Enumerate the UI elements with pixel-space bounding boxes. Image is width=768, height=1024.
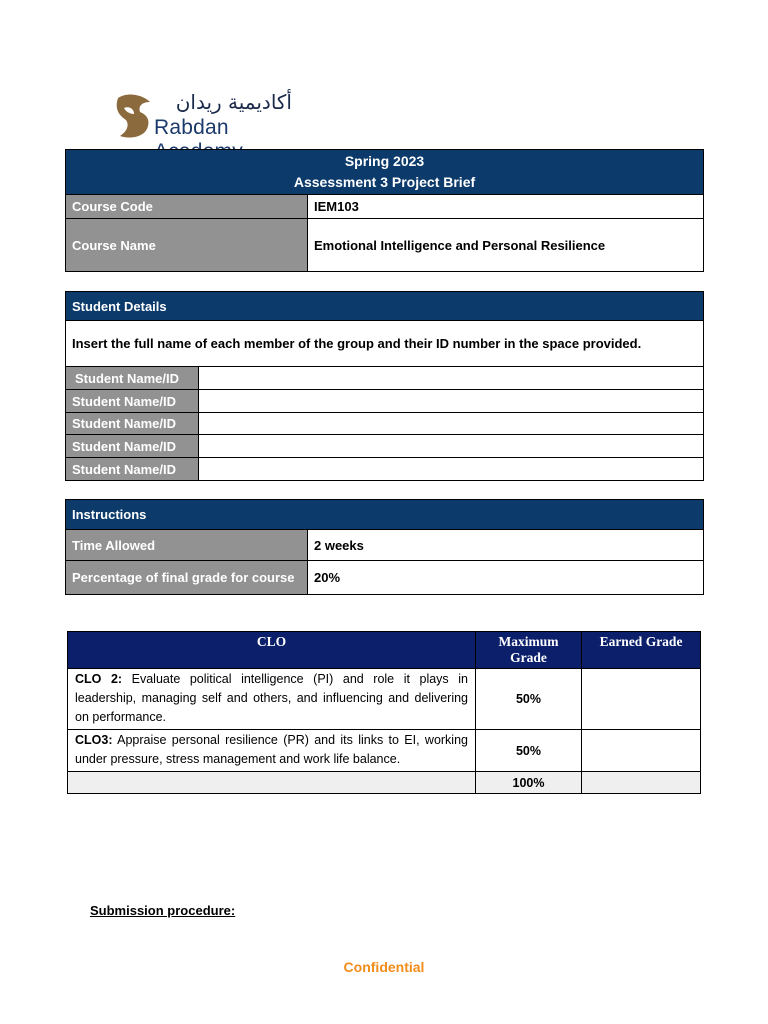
course-code-value: IEM103: [308, 195, 704, 219]
clo-description: [68, 730, 476, 772]
clo-text: Appraise personal resilience (PR) and its links to EI, working under pressure, stress management and work life balance.: [75, 733, 468, 766]
submission-procedure-heading: Submission procedure:: [90, 903, 236, 918]
student-details-title: Student Details: [66, 292, 704, 321]
student-row-input[interactable]: [199, 435, 704, 458]
course-name-label: Course Name: [66, 219, 308, 272]
student-details-instruction: Insert the full name of each member of the group and their ID number in the space provided.: [66, 321, 704, 367]
total-max-grade: 100%: [476, 772, 582, 794]
clo-code: CLO3:: [75, 733, 113, 747]
instructions-title: Instructions: [66, 500, 704, 530]
total-row-empty: [68, 772, 476, 794]
student-row-input[interactable]: [199, 390, 704, 413]
earned-grade-header: Earned Grade: [582, 632, 701, 669]
logo-arabic-text: أكاديمية ريدان: [175, 90, 292, 114]
student-row-label: Student Name/ID: [66, 435, 199, 458]
rabdan-academy-logo: [112, 90, 312, 146]
student-row-label: Student Name/ID: [66, 390, 199, 413]
student-details-table: [65, 291, 704, 481]
instructions-table: [65, 499, 704, 595]
max-grade-value: 50%: [476, 730, 582, 772]
max-grade-header: Maximum Grade: [476, 632, 582, 669]
course-code-label: Course Code: [66, 195, 308, 219]
student-row-input[interactable]: [199, 458, 704, 481]
brief-header: [66, 150, 704, 195]
total-earned-grade: [582, 772, 701, 794]
course-info-table: [65, 149, 704, 272]
student-row-label: Student Name/ID: [66, 413, 199, 435]
time-allowed-label: Time Allowed: [66, 530, 308, 561]
student-row-input[interactable]: [199, 367, 704, 390]
brief-title: Assessment 3 Project Brief: [293, 174, 476, 190]
grade-percentage-label: Percentage of final grade for course: [66, 561, 308, 595]
clo-code: CLO 2:: [75, 672, 123, 686]
clo-text: Evaluate political intelligence (PI) and role it plays in leadership, managing self and others, and influencing and delivering on performance.: [75, 672, 468, 724]
course-name-value: Emotional Intelligence and Personal Resilience: [308, 219, 704, 272]
max-grade-value: 50%: [476, 669, 582, 730]
student-row-input[interactable]: [199, 413, 704, 435]
student-row-label: Student Name/ID: [66, 367, 199, 390]
earned-grade-input[interactable]: [582, 730, 701, 772]
earned-grade-input[interactable]: [582, 669, 701, 730]
term-title: Spring 2023: [344, 153, 425, 169]
clo-table: [67, 631, 701, 794]
logo-english-text: Rabdan: [154, 116, 229, 139]
confidential-footer: Confidential: [343, 959, 425, 975]
clo-description: [68, 669, 476, 730]
clo-header: CLO: [68, 632, 476, 669]
student-row-label: Student Name/ID: [66, 458, 199, 481]
academy-emblem-icon: [112, 92, 154, 140]
time-allowed-value: 2 weeks: [308, 530, 704, 561]
grade-percentage-value: 20%: [308, 561, 704, 595]
